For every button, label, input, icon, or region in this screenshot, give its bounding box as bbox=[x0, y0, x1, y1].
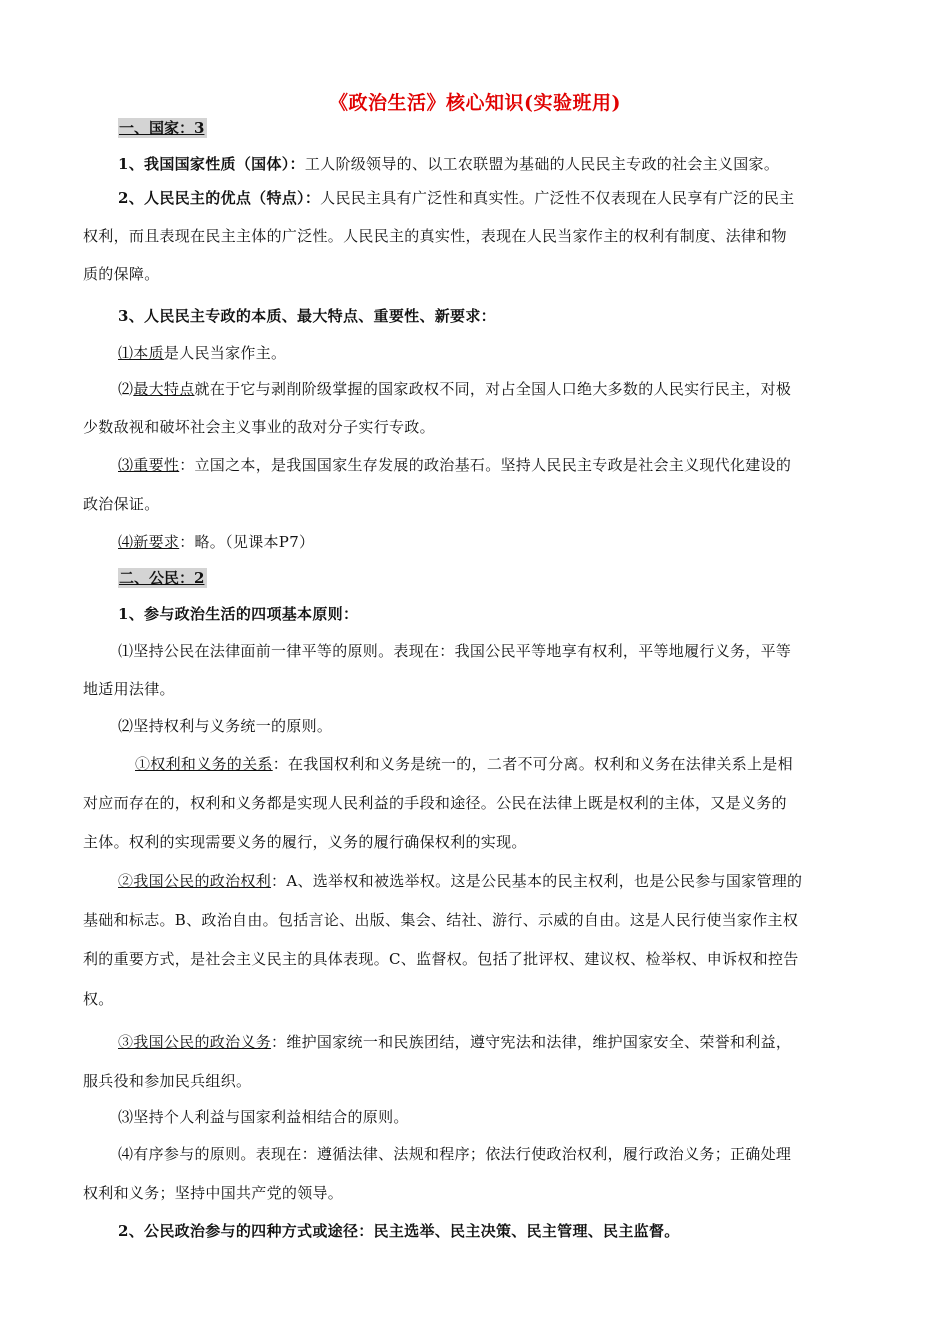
item-number: ⑵ bbox=[118, 380, 134, 398]
section-heading-citizen: 二、公民：2 bbox=[118, 568, 207, 588]
relation-rights-duties bbox=[135, 754, 793, 774]
paragraph-line: 地适用法律。 bbox=[83, 680, 175, 698]
item-text: ：略。（见课本P7） bbox=[179, 533, 315, 551]
principle-orderly-participation: ⑷有序参与的原则。表现在：遵循法律、法规和程序；依法行使政治权利，履行政治义务；正确处理 bbox=[118, 1145, 792, 1163]
paragraph-participation-ways: 2、公民政治参与的四种方式或途径：民主选举、民主决策、民主管理、民主监督。 bbox=[118, 1222, 680, 1240]
item-text: ：立国之本，是我国国家生存发展的政治基石。坚持人民民主专政是社会主义现代化建设的 bbox=[179, 456, 792, 474]
paragraph-line: 少数敌视和破坏社会主义事业的敌对分子实行专政。 bbox=[83, 418, 435, 436]
item-new-requirements bbox=[118, 532, 314, 552]
political-rights bbox=[118, 871, 802, 891]
paragraph-line: 对应而存在的，权利和义务都是实现人民利益的手段和途径。公民在法律上既是权利的主体，又是义务的 bbox=[83, 794, 787, 812]
item-text: 是人民当家作主。 bbox=[163, 344, 287, 362]
item-label: ③我国公民的政治义务 bbox=[118, 1033, 272, 1051]
item-biggest-feature bbox=[118, 379, 791, 399]
paragraph-heading: 2、人民民主的优点（特点）： bbox=[118, 189, 321, 207]
paragraph-heading: 1、我国国家性质（国体）： bbox=[118, 155, 305, 173]
paragraph-text: 人民民主具有广泛性和真实性。广泛性不仅表现在人民享有广泛的民主 bbox=[320, 189, 795, 207]
paragraph-line: 质的保障。 bbox=[83, 265, 160, 283]
section-heading-state: 一、国家：3 bbox=[118, 118, 207, 138]
item-text: ：在我国权利和义务是统一的，二者不可分离。权利和义务在法律关系上是相 bbox=[272, 755, 793, 773]
paragraph-line: 权利，而且表现在民主主体的广泛性。人民民主的真实性，表现在人民当家作主的权利有制度、法律和物 bbox=[83, 227, 787, 245]
item-label: ②我国公民的政治权利 bbox=[118, 872, 272, 890]
paragraph-state-nature bbox=[118, 154, 779, 174]
item-text: ：A、选举权和被选举权。这是公民基本的民主权利，也是公民参与国家管理的 bbox=[271, 872, 803, 890]
paragraph-heading-dictatorship: 3、人民民主专政的本质、最大特点、重要性、新要求： bbox=[118, 307, 496, 325]
paragraph-heading-principles: 1、参与政治生活的四项基本原则： bbox=[118, 605, 359, 623]
item-label: ⑴本质 bbox=[118, 344, 164, 362]
item-label: ①权利和义务的关系 bbox=[135, 755, 273, 773]
paragraph-text: 工人阶级领导的、以工农联盟为基础的人民民主专政的社会主义国家。 bbox=[304, 155, 780, 173]
document-title: 《政治生活》核心知识(实验班用) bbox=[329, 92, 621, 114]
principle-rights-duties: ⑵坚持权利与义务统一的原则。 bbox=[118, 717, 333, 735]
principle-equality: ⑴坚持公民在法律面前一律平等的原则。表现在：我国公民平等地享有权利，平等地履行义务，平等 bbox=[118, 642, 792, 660]
paragraph-democracy-features bbox=[118, 188, 794, 208]
principle-interests: ⑶坚持个人利益与国家利益相结合的原则。 bbox=[118, 1108, 409, 1126]
item-text: 就在于它与剥削阶级掌握的国家政权不同，对占全国人口绝大多数的人民实行民主，对极 bbox=[194, 380, 792, 398]
paragraph-line: 主体。权利的实现需要义务的履行，义务的履行确保权利的实现。 bbox=[83, 833, 527, 851]
item-label: ⑷新要求 bbox=[118, 533, 180, 551]
item-label: 最大特点 bbox=[133, 380, 195, 398]
paragraph-line: 政治保证。 bbox=[83, 495, 160, 513]
item-essence bbox=[118, 343, 286, 363]
paragraph-line: 权利和义务；坚持中国共产党的领导。 bbox=[83, 1184, 344, 1202]
item-text: ：维护国家统一和民族团结，遵守宪法和法律，维护国家安全、荣誉和利益， bbox=[271, 1033, 792, 1051]
item-importance bbox=[118, 455, 791, 475]
political-duties bbox=[118, 1032, 791, 1052]
paragraph-line: 权。 bbox=[83, 990, 114, 1008]
paragraph-line: 基础和标志。B、政治自由。包括言论、出版、集会、结社、游行、示威的自由。这是人民行使当家作主权 bbox=[83, 911, 799, 929]
item-label: ⑶重要性 bbox=[118, 456, 180, 474]
paragraph-line: 服兵役和参加民兵组织。 bbox=[83, 1072, 252, 1090]
paragraph-line: 利的重要方式，是社会主义民主的具体表现。C、监督权。包括了批评权、建议权、检举权、申诉权和控告 bbox=[83, 950, 799, 968]
